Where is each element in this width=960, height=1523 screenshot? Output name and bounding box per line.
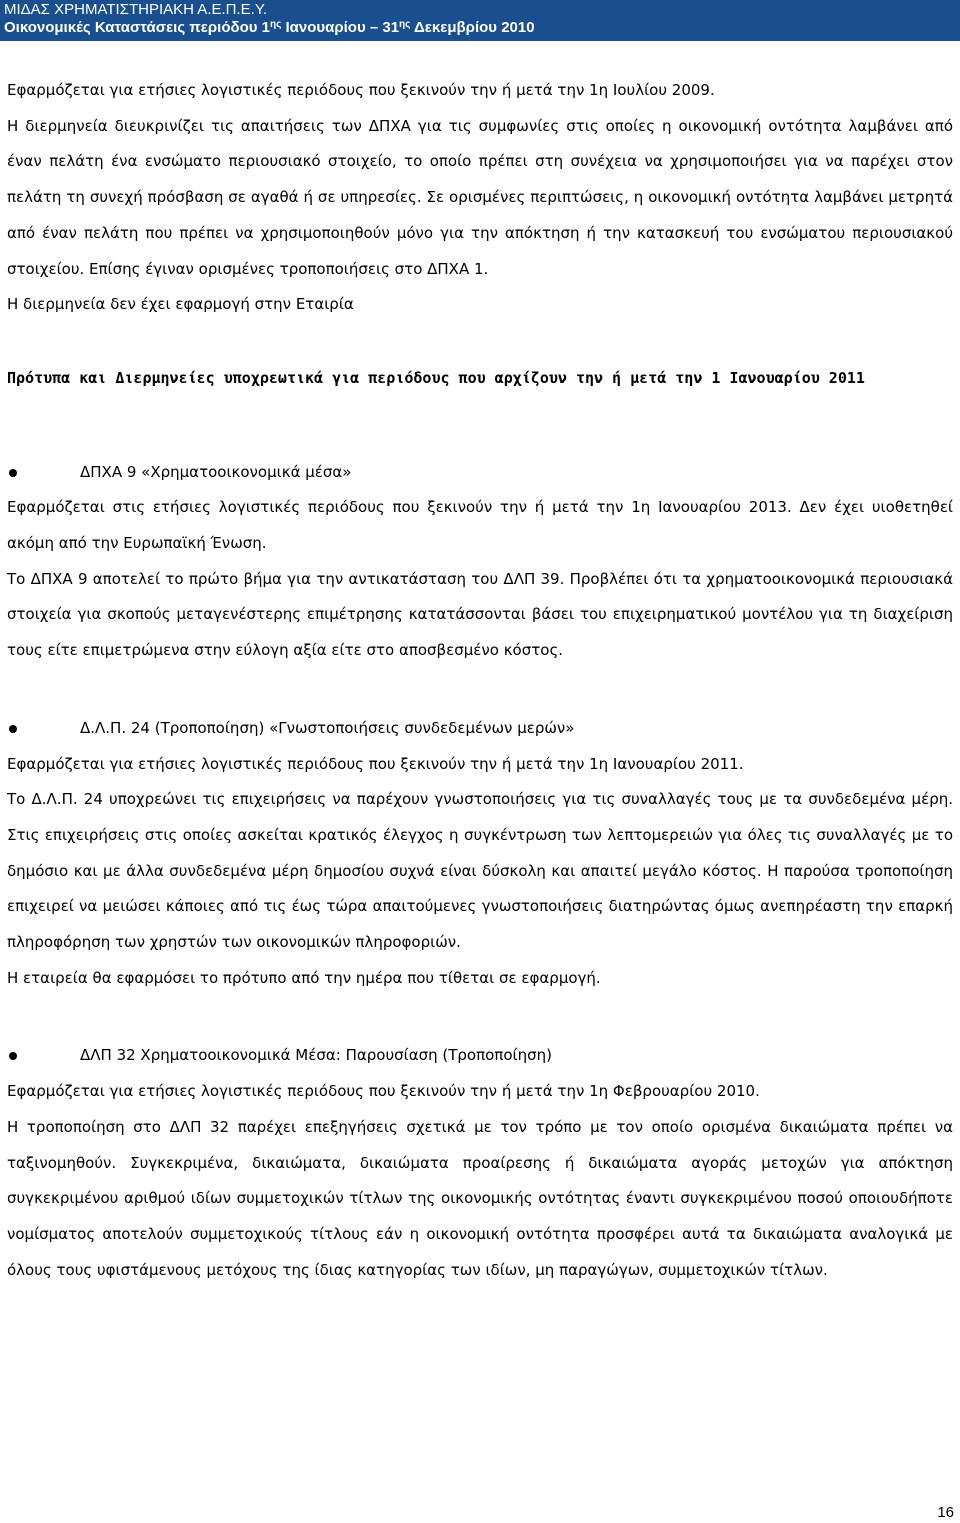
- paragraph-ias24-adoption: Η εταιρεία θα εφαρμόσει το πρότυπο από την ημέρα που τίθεται σε εφαρμογή.: [7, 968, 601, 987]
- bullet-icon: [9, 469, 17, 477]
- paragraph-ifrs9-effective: Εφαρμόζεται στις ετήσιες λογιστικές περιόδους που ξεκινούν την ή μετά την 1η Ιανουαρίου 2013. Δεν έχει υιοθετηθεί ακόμη από την Ευρωπαϊκή Ένωση.: [7, 498, 953, 553]
- paragraph-interpretation: Η διερμηνεία διευκρινίζει τις απαιτήσεις των ΔΠΧΑ για τις συμφωνίες στις οποίες η οικονομική οντότητα λαμβάνει από έναν πελάτη ένα ενσώματο περιουσιακό στοιχείο, το οποίο πρέπει στη συνέχεια να χρησιμοποιήσει για να παρέχει στον πελάτη τη συνεχή πρόσβαση σε αγαθά ή σε υπηρεσίες. Σε ορισμένες περιπτώσεις, η οικονομική οντότητα λαμβάνει μετρητά από έναν πελάτη που πρέπει να χρησιμοποιηθούν μόνο για την απόκτηση ή την κατασκευή του ενσώματου περιουσιακού στοιχείου. Επίσης έγιναν ορισμένες τροποποιήσεις στο ΔΠΧΑ 1.: [7, 116, 953, 278]
- bullet-icon: [9, 725, 17, 733]
- page-number: 16: [937, 1504, 954, 1521]
- bullet-ias24-title: Δ.Λ.Π. 24 (Τροποποίηση) «Γνωστοποιήσεις συνδεδεμένων μερών»: [7, 711, 953, 747]
- document-body: [7, 73, 953, 1288]
- paragraph-not-applicable: Η διερμηνεία δεν έχει εφαρμογή στην Εταιρία: [7, 295, 354, 314]
- paragraph-ias32-description: Η τροποποίηση στο ΔΛΠ 32 παρέχει επεξηγήσεις σχετικά με τον τρόπο με τον οποίο ορισμένα δικαιώματα πρέπει να ταξινομηθούν. Συγκεκριμένα, δικαιώματα, δικαιώματα προαίρεσης ή δικαιώματα αγοράς μετοχών για απόκτηση συγκεκριμένου αριθμού ιδίων συμμετοχικών τίτλων της οικονομικής οντότητας έναντι συγκεκριμένου ποσού οποιουδήποτε νομίσματος αποτελούν συμμετοχικούς τίτλους εάν η οικονομική οντότητα προσφέρει αυτά τα δικαιώματα αναλογικά με όλους τους υφιστάμενους μετόχους της ίδιας κατηγορίας των ιδίων, μη παραγώγων, συμμετοχικών τίτλων.: [7, 1117, 953, 1279]
- document-header: [0, 0, 960, 41]
- header-company-name: ΜΙΔΑΣ ΧΡΗΜΑΤΙΣΤΗΡΙΑΚΗ Α.Ε.Π.Ε.Υ.: [4, 1, 268, 18]
- paragraph-ias24-description: Το Δ.Λ.Π. 24 υποχρεώνει τις επιχειρήσεις να παρέχουν γνωστοποιήσεις για τις συναλλαγές τους με τα συνδεδεμένα μέρη. Στις επιχειρήσεις στις οποίες ασκείται κρατικός έλεγχος η συγκέντρωση των λεπτομερειών για όλες τις συναλλαγές με το δημόσιο και με άλλα συνδεδεμένα μέρη δημοσίου συχνά είναι δύσκολη και απαιτεί μεγάλο κόστος. Η παρούσα τροποποίηση επιχειρεί να μειώσει κάποιες από τις έως τώρα απαιτούμενες γνωστοποιήσεις διατηρώντας όμως ανεπηρέαστη την επαρκή πληροφόρηση των χρηστών των οικονομικών πληροφοριών.: [7, 790, 953, 952]
- bullet-ifrs9-title: ΔΠΧΑ 9 «Χρηματοοικονομικά μέσα»: [7, 455, 953, 491]
- bullet-ias32-title: ΔΛΠ 32 Χρηματοοικονομικά Μέσα: Παρουσίαση (Τροποποίηση): [7, 1038, 953, 1074]
- paragraph-ias24-effective: Εφαρμόζεται για ετήσιες λογιστικές περιόδους που ξεκινούν την ή μετά την 1η Ιανουαρίου 2011.: [7, 754, 744, 773]
- paragraph-effective-date: Εφαρμόζεται για ετήσιες λογιστικές περιόδους που ξεκινούν την ή μετά την 1η Ιουλίου 2009.: [7, 81, 715, 99]
- section-heading: Πρότυπα και Διερμηνείες υποχρεωτικά για περιόδους που αρχίζουν την ή μετά την 1 Ιανουαρίου 2011: [7, 368, 865, 387]
- header-report-period: Οικονομικές Καταστάσεις περιόδου $1^{\eta\varsigma}$ Ιανουαρίου – $31^{\eta\varsigma}$ Δεκεμβρίου 2010: [4, 19, 535, 36]
- bullet-icon: [9, 1052, 17, 1060]
- paragraph-ias32-effective: Εφαρμόζεται για ετήσιες λογιστικές περιόδους που ξεκινούν την ή μετά την 1η Φεβρουαρίου 2010.: [7, 1082, 760, 1101]
- paragraph-ifrs9-description: Το ΔΠΧΑ 9 αποτελεί το πρώτο βήμα για την αντικατάσταση του ΔΛΠ 39. Προβλέπει ότι τα χρηματοοικονομικά περιουσιακά στοιχεία για σκοπούς μεταγενέστερης επιμέτρησης κατατάσσονται βάσει του επιχειρηματικού μοντέλου για τη διαχείριση τους είτε επιμετρώμενα στην εύλογη αξία είτε στο αποσβεσμένο κόστος.: [7, 569, 953, 660]
